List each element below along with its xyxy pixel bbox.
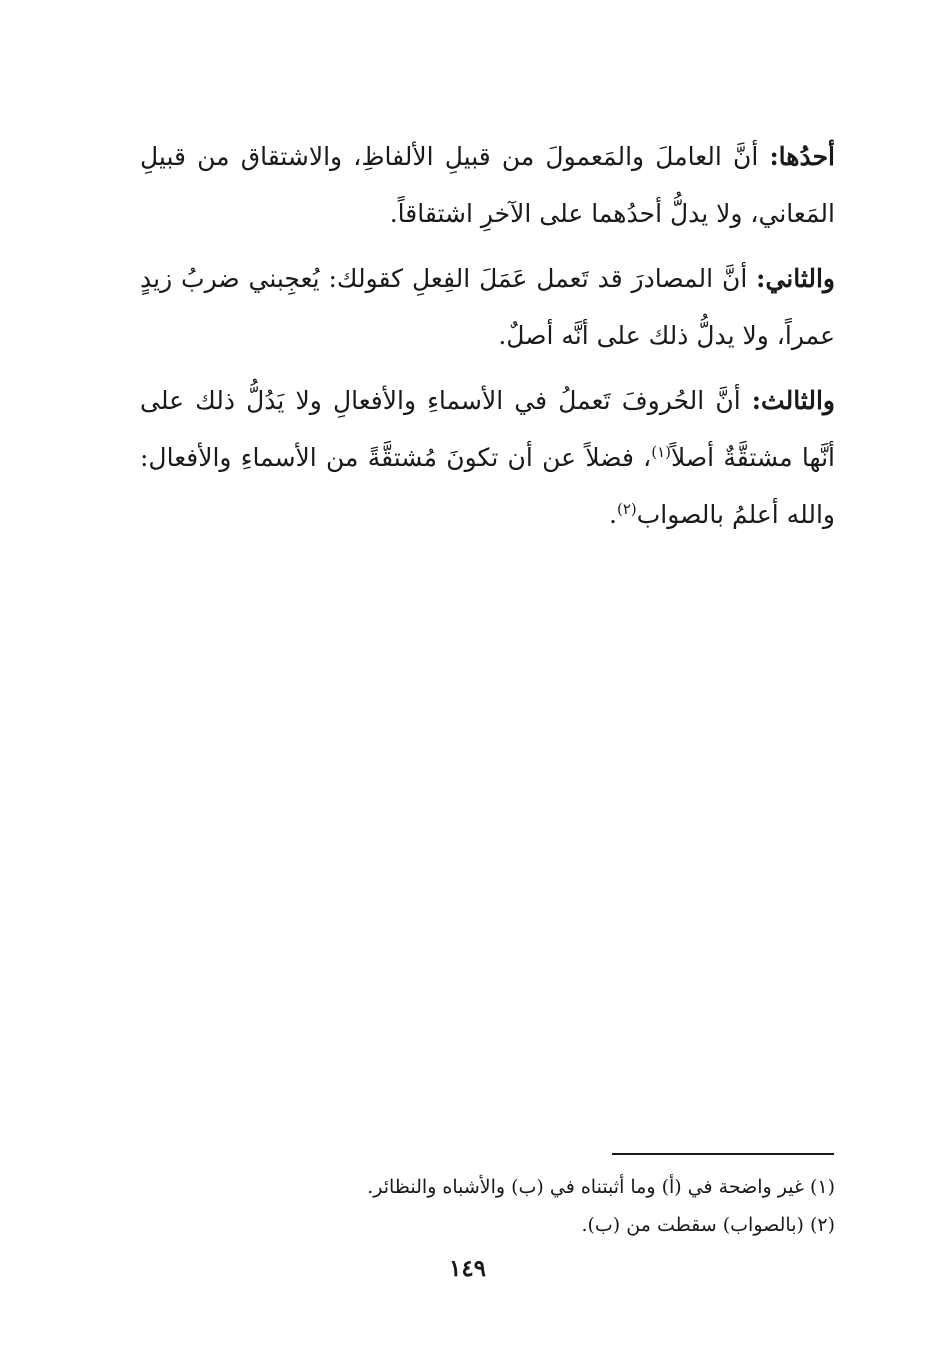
- paragraph-third: [140, 372, 835, 543]
- paragraph-first: [140, 128, 835, 242]
- footnotes: [140, 1168, 835, 1244]
- paragraph-text-continued: ، فضلاً عن أن تكونَ مُشتقَّةً من الأسماءِ والأفعال: والله أعلمُ بالصواب: [140, 443, 835, 529]
- footnote-ref-2: (٢): [616, 500, 637, 518]
- paragraph-lead: أحدُها:: [769, 142, 835, 171]
- footnote-ref-1: (١): [651, 443, 672, 461]
- paragraph-second: [140, 250, 835, 364]
- paragraph-text: أنَّ العاملَ والمَعمولَ من قبيلِ الألفاظِ، والاشتقاق من قبيلِ المَعاني، ولا يدلُّ أحدُهما على الآخرِ اشتقاقاً.: [140, 142, 835, 228]
- main-text: [140, 128, 835, 551]
- paragraph-end: .: [609, 500, 617, 529]
- footnote-1: (١) غير واضحة في (أ) وما أثبتناه في (ب) والأشباه والنظائر.: [367, 1176, 835, 1198]
- paragraph-lead: والثاني:: [756, 264, 835, 293]
- paragraph-text: أنَّ الحُروفَ تَعملُ في الأسماءِ والأفعالِ ولا يَدُلُّ ذلك على أنَّها مشتقَّةٌ أصلاً: [140, 386, 835, 472]
- paragraph-lead: والثالث:: [751, 386, 835, 415]
- page-number: ١٤٩: [448, 1255, 487, 1282]
- paragraph-text: أنَّ المصادرَ قد تَعمل عَمَلَ الفِعلِ كقولك: يُعجِبني ضربُ زيدٍ عمراً، ولا يدلُّ ذلك على أنَّه أصلٌ.: [140, 264, 835, 350]
- footnote-2: (٢) (بالصواب) سقطت من (ب).: [581, 1214, 835, 1236]
- footnote-divider: [612, 1153, 834, 1155]
